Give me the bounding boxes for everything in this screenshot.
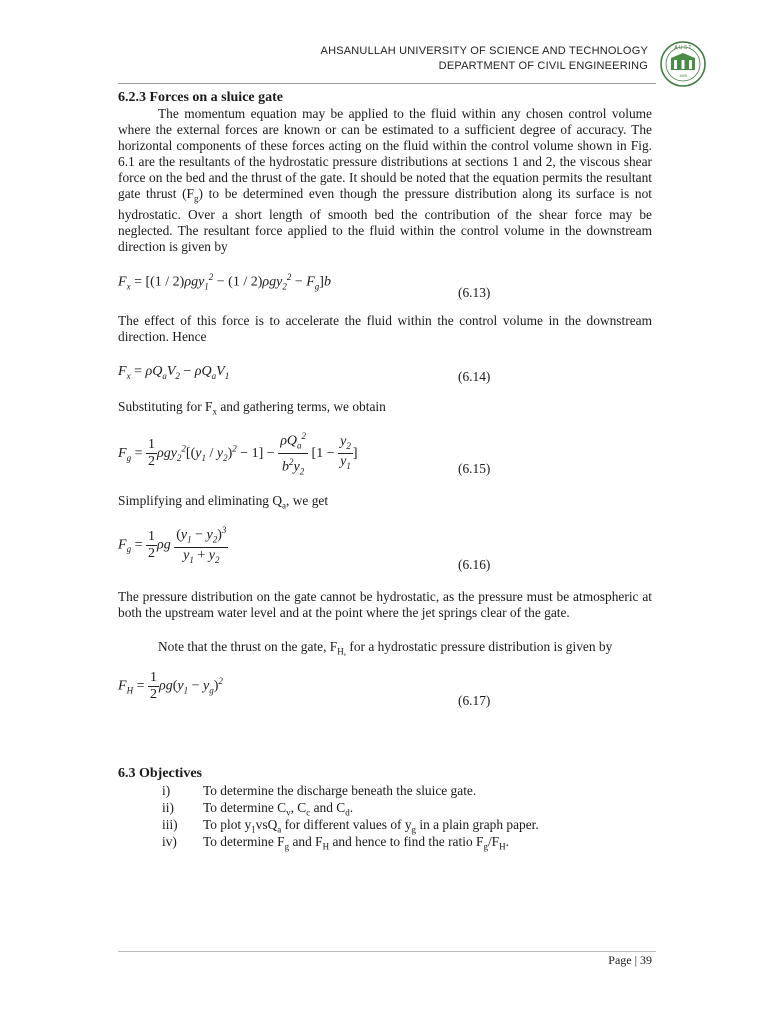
objective-item: To determine the discharge beneath the sluice gate. (203, 783, 477, 798)
equation-number: (6.16) (458, 557, 491, 572)
paragraph-text: The momentum equation may be applied to the fluid within any chosen control volume where the external forces are known or can be estimated to a sufficient degree of accuracy. The horizontal components of these forces acting on the fluid within the control volume shown in Fig. 6.1 are the resultants of the hydrostatic pressure distributions at sections 1 and 2, the viscous shear force on the bed and the thrust of the gate. It should be noted that the equation permits the resultant gate thrust (F (118, 106, 652, 201)
paragraph-text: and gathering terms, we obtain (217, 399, 386, 414)
paragraph-pressure-distribution: The pressure distribution on the gate cannot be hydrostatic, as the pressure must be atmospheric at both the upstream water level and at the point where the jet springs clear of the gate. (118, 589, 652, 620)
equation-6-16: $F_g$ = $\frac{1}{2}$ ρg $\frac{(y_1 - y_2)^3}{y_1 + y_2}$ (118, 522, 228, 568)
department-name: DEPARTMENT OF CIVIL ENGINEERING (438, 60, 648, 72)
subscript: a (282, 500, 287, 511)
paragraph-momentum (118, 106, 652, 255)
objectives-heading: 6.3 Objectives (118, 766, 202, 781)
objective-item (203, 800, 353, 818)
paragraph-substituting (118, 399, 652, 420)
paragraph-text: ) to be determined even though the pressure distribution along its surface is not hydrostatic. Over a short length of smooth bed the contribution of the shear force may be neglected. The resultant force applied to the fluid within the control volume in the downstream direction is given by (118, 186, 652, 254)
objective-text: . (505, 834, 509, 849)
objective-text: . (349, 800, 354, 815)
objective-item (203, 834, 509, 852)
paragraph-text: , we get (286, 493, 329, 508)
objective-text: , C (290, 800, 307, 815)
objective-text: To plot y (203, 817, 252, 832)
equation-6-15: $F_g$ = $\frac{1}{2}$ $\rho gy_2^2[(y_1 / y_2)^2 - 1]$ − $\frac{\rho Q_a^2}{b^2y_2}$ [1 − $\frac{y_2}{y_1}$ ] (118, 428, 357, 480)
paragraph-note (118, 639, 652, 660)
equation-number: (6.15) (458, 461, 491, 476)
subscript: H, (337, 646, 347, 657)
subscript: g (483, 841, 488, 852)
objective-text: in a plain graph paper. (416, 817, 539, 832)
subscript: v (286, 807, 291, 818)
objective-number: iv) (162, 834, 177, 849)
paragraph-text: Substituting for F (118, 399, 213, 414)
paragraph-text: Simplifying and eliminating Q (118, 493, 283, 508)
equation-number: (6.17) (458, 693, 491, 708)
paragraph-text: Note that the thrust on the gate, F (158, 639, 338, 654)
subscript: a (277, 824, 282, 835)
equation-6-17: $F_H$ = $\frac{1}{2}$ $\rho g(y_1 - y_g)^2$ (118, 670, 223, 702)
objective-text: and F (289, 834, 323, 849)
subscript: d (345, 807, 350, 818)
section-heading: 6.2.3 Forces on a sluice gate (118, 90, 283, 105)
equation-6-13: $F_x = [(1 / 2)\rho gy_1^2 - (1 / 2)\rho gy_2^2 - F_g]b$ (118, 272, 331, 292)
page-header (321, 44, 648, 74)
equation-number: (6.14) (458, 369, 491, 384)
objective-text: and hence to find the ratio F (329, 834, 484, 849)
paragraph-simplifying (118, 493, 652, 514)
paragraph-accelerate: The effect of this force is to accelerate the fluid within the control volume in the downstream direction. Hence (118, 313, 652, 344)
university-logo-icon (659, 40, 707, 88)
subscript: g (411, 824, 417, 835)
objective-text: To determine F (203, 834, 285, 849)
paragraph-text: for a hydrostatic pressure distribution is given by (346, 639, 613, 654)
subscript: x (212, 406, 217, 417)
subscript: H (322, 841, 330, 852)
subscript: g (194, 193, 199, 204)
subscript: g (284, 841, 290, 852)
subscript: 1 (251, 824, 256, 835)
objective-text: for different values of y (281, 817, 412, 832)
logo-letters: A U S T (674, 45, 692, 51)
objective-number: ii) (162, 800, 174, 815)
footer-divider (118, 951, 656, 952)
objective-number: iii) (162, 817, 178, 832)
objective-text: vsQ (255, 817, 278, 832)
page-number: Page | 39 (608, 953, 652, 967)
objective-number: i) (162, 783, 171, 798)
objective-text: To determine C (203, 800, 287, 815)
objective-item (203, 817, 539, 835)
equation-number: (6.13) (458, 285, 491, 300)
objective-text: and C (310, 800, 346, 815)
subscript: H (499, 841, 506, 852)
equation-6-14: $F_x = \rho Q_aV_2 - \rho Q_aV_1$ (118, 364, 230, 381)
header-divider (118, 83, 656, 84)
objective-text: /F (487, 834, 500, 849)
subscript: c (306, 807, 311, 818)
logo-year: 1995 (679, 74, 687, 78)
university-name: AHSANULLAH UNIVERSITY OF SCIENCE AND TECHNOLOGY (320, 45, 648, 57)
